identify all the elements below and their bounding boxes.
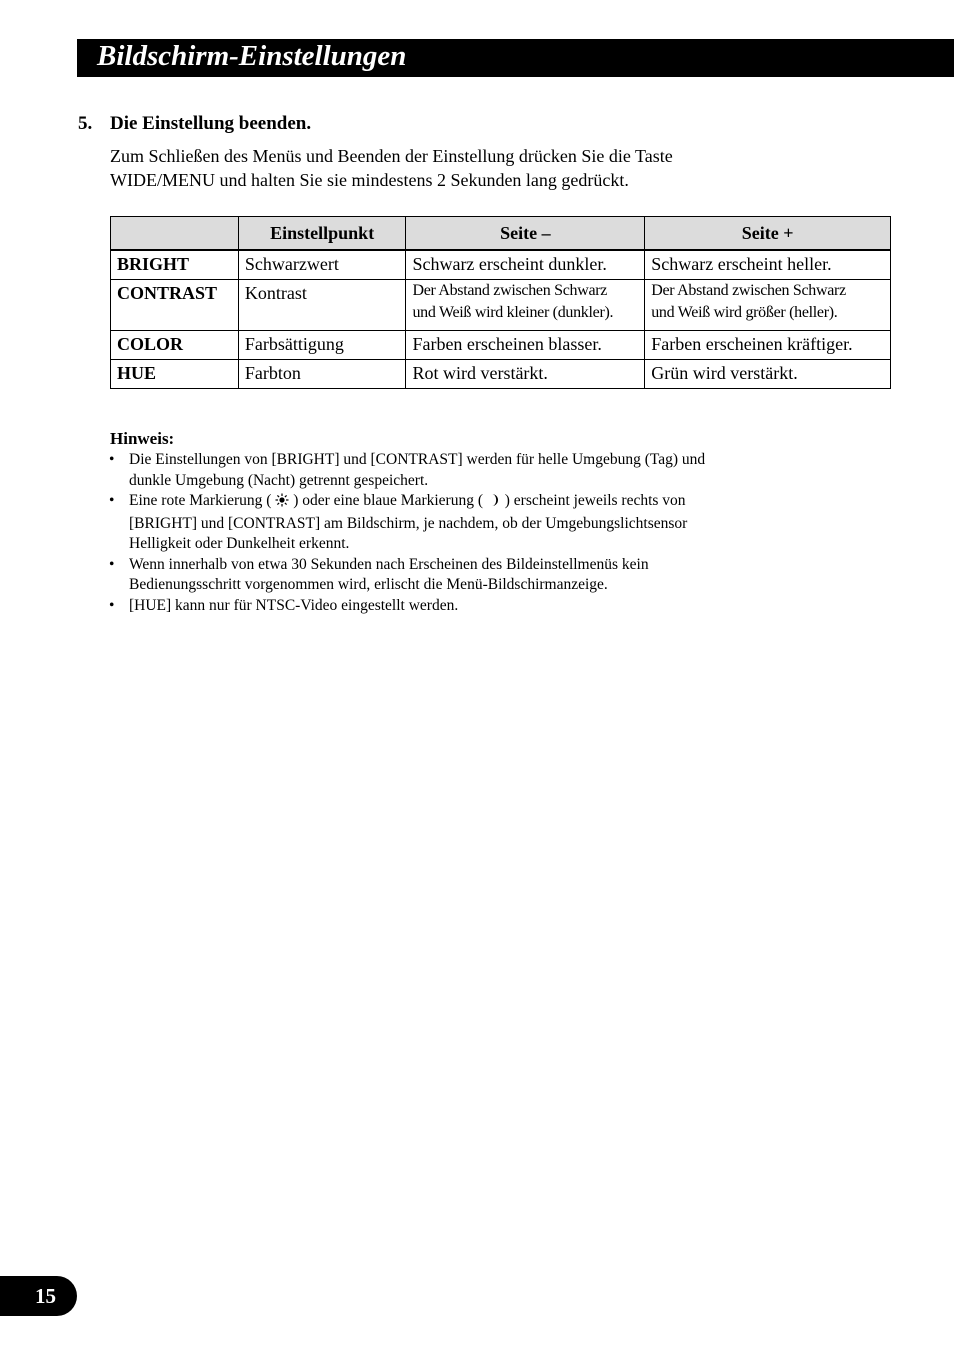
page-title: Bildschirm-Einstellungen <box>97 40 407 72</box>
step-body-line: Zum Schließen des Menüs und Beenden der Einstellung drücken Sie die Taste <box>110 146 673 166</box>
table-header-item: Einstellpunkt <box>238 217 406 251</box>
note-line: [BRIGHT] und [CONTRAST] am Bildschirm, je nachdem, ob der Umgebungslichtsensor <box>129 514 688 532</box>
table-row <box>111 280 891 331</box>
note-section <box>110 428 850 616</box>
note-line: Wenn innerhalb von etwa 30 Sekunden nach Erscheinen des Bildeinstellmenüs kein <box>129 555 649 573</box>
step-body-line: WIDE/MENU und halten Sie sie mindestens 2 Sekunden lang gedrückt. <box>110 170 629 190</box>
moon-icon <box>487 493 501 514</box>
row-item: Schwarzwert <box>238 250 406 280</box>
note-text: Eine rote Markierung ( <box>129 492 272 509</box>
list-item <box>110 555 850 596</box>
settings-table <box>110 216 891 389</box>
row-minus <box>406 280 645 331</box>
row-plus-line: Der Abstand zwischen Schwarz <box>651 282 846 299</box>
row-minus: Farben erscheinen blasser. <box>406 331 645 360</box>
bullet: • <box>109 451 115 468</box>
note-line: Helligkeit oder Dunkelheit erkennt. <box>129 535 350 552</box>
row-minus-line: und Weiß wird kleiner (dunkler). <box>412 304 614 321</box>
row-plus <box>645 280 891 331</box>
note-text: ) oder eine blaue Markierung ( <box>293 492 484 509</box>
list-item <box>110 491 850 555</box>
bullet: • <box>109 555 115 573</box>
table-row <box>111 360 891 389</box>
sun-icon <box>275 493 289 514</box>
note-line: Die Einstellungen von [BRIGHT] und [CONTRAST] werden für helle Umgebung (Tag) und <box>129 451 706 468</box>
bullet: • <box>109 596 115 614</box>
table-header-blank <box>111 217 239 251</box>
bullet: • <box>109 492 115 509</box>
table-header-row <box>111 217 891 251</box>
row-minus-line: Der Abstand zwischen Schwarz <box>412 282 608 299</box>
page-title-bar <box>77 39 954 77</box>
page-number: 15 <box>35 1284 56 1308</box>
note-text: ) erscheint jeweils rechts von <box>504 492 686 509</box>
step-body <box>110 144 830 192</box>
row-key: BRIGHT <box>111 250 239 280</box>
note-line: [HUE] kann nur für NTSC-Video eingestellt werden. <box>129 596 459 614</box>
note-line: Bedienungsschritt vorgenommen wird, erlischt die Menü-Bildschirmanzeige. <box>129 576 608 593</box>
table-row <box>111 331 891 360</box>
row-plus: Schwarz erscheint heller. <box>645 250 891 280</box>
row-plus: Grün wird verstärkt. <box>645 360 891 389</box>
note-title: Hinweis: <box>110 429 175 448</box>
row-item: Farbton <box>238 360 406 389</box>
row-item: Kontrast <box>238 280 406 331</box>
row-plus: Farben erscheinen kräftiger. <box>645 331 891 360</box>
row-minus: Rot wird verstärkt. <box>406 360 645 389</box>
table-header-plus: Seite + <box>645 217 891 251</box>
step-heading <box>78 113 311 135</box>
note-line <box>129 491 850 514</box>
row-plus-line: und Weiß wird größer (heller). <box>651 304 838 321</box>
page-number-badge <box>0 1276 77 1316</box>
row-key: CONTRAST <box>111 280 239 331</box>
row-key: HUE <box>111 360 239 389</box>
row-key: COLOR <box>111 331 239 360</box>
table-header-minus: Seite – <box>406 217 645 251</box>
list-item <box>110 596 850 617</box>
note-list <box>110 450 850 616</box>
row-minus: Schwarz erscheint dunkler. <box>406 250 645 280</box>
row-item: Farbsättigung <box>238 331 406 360</box>
list-item <box>110 450 850 491</box>
step-heading-text: Die Einstellung beenden. <box>110 113 312 134</box>
table-row <box>111 250 891 280</box>
step-number: 5. <box>78 113 93 134</box>
note-line: dunkle Umgebung (Nacht) getrennt gespeichert. <box>129 471 429 489</box>
